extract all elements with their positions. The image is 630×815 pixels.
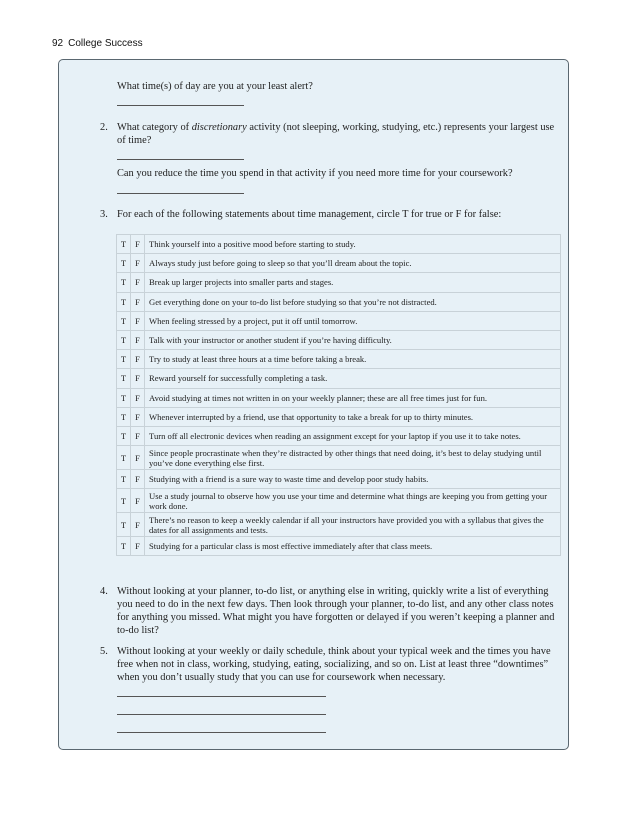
false-option[interactable]: F	[131, 369, 145, 388]
false-option[interactable]: F	[131, 292, 145, 311]
page-header	[52, 38, 143, 49]
q2-text-before: What category of	[117, 122, 192, 133]
true-false-table	[116, 234, 561, 556]
tf-row	[117, 470, 561, 489]
book-title: College Success	[68, 38, 143, 49]
tf-row	[117, 426, 561, 445]
false-option[interactable]: F	[131, 537, 145, 556]
true-option[interactable]: T	[117, 407, 131, 426]
statement-text: When feeling stressed by a project, put it off until tomorrow.	[145, 311, 561, 330]
q3-number: 3.	[100, 209, 108, 220]
tf-row	[117, 513, 561, 537]
false-option[interactable]: F	[131, 311, 145, 330]
tf-row	[117, 537, 561, 556]
q2-text-emphasis: discretionary	[191, 122, 247, 133]
false-option[interactable]: F	[131, 446, 145, 470]
statement-text: Whenever interrupted by a friend, use that opportunity to take a break for up to thirty minutes.	[145, 407, 561, 426]
statement-text: There’s no reason to keep a weekly calendar if all your instructors have provided you with a syllabus that gives the dates for all assignments and tests.	[145, 513, 561, 537]
statement-text: Avoid studying at times not written in on your weekly planner; these are all free times just for fun.	[145, 388, 561, 407]
true-option[interactable]: T	[117, 513, 131, 537]
false-option[interactable]: F	[131, 489, 145, 513]
true-option[interactable]: T	[117, 311, 131, 330]
true-option[interactable]: T	[117, 350, 131, 369]
tf-row	[117, 273, 561, 292]
tf-row	[117, 235, 561, 254]
statement-text: Use a study journal to observe how you use your time and determine what things are keeping you from getting your work done.	[145, 489, 561, 513]
statement-text: Get everything done on your to-do list before studying so that you’re not distracted.	[145, 292, 561, 311]
tf-row	[117, 254, 561, 273]
true-option[interactable]: T	[117, 426, 131, 445]
statement-text: Studying for a particular class is most effective immediately after that class meets.	[145, 537, 561, 556]
true-option[interactable]: T	[117, 537, 131, 556]
statement-text: Think yourself into a positive mood before starting to study.	[145, 235, 561, 254]
false-option[interactable]: F	[131, 470, 145, 489]
false-option[interactable]: F	[131, 330, 145, 349]
statement-text: Try to study at least three hours at a time before taking a break.	[145, 350, 561, 369]
tf-row	[117, 350, 561, 369]
answer-line[interactable]	[117, 696, 326, 697]
true-option[interactable]: T	[117, 446, 131, 470]
false-option[interactable]: F	[131, 273, 145, 292]
answer-line[interactable]	[117, 105, 244, 106]
statement-text: Turn off all electronic devices when reading an assignment except for your laptop if you use it to take notes.	[145, 426, 561, 445]
true-option[interactable]: T	[117, 489, 131, 513]
statement-text: Reward yourself for successfully completing a task.	[145, 369, 561, 388]
tf-row	[117, 407, 561, 426]
tf-row	[117, 311, 561, 330]
tf-row	[117, 369, 561, 388]
q2-number: 2.	[100, 122, 108, 133]
tf-row	[117, 489, 561, 513]
false-option[interactable]: F	[131, 407, 145, 426]
statement-text: Studying with a friend is a sure way to waste time and develop poor study habits.	[145, 470, 561, 489]
tf-row	[117, 388, 561, 407]
statement-text: Break up larger projects into smaller parts and stages.	[145, 273, 561, 292]
q5-prompt: Without looking at your weekly or daily schedule, think about your typical week and the times you have free when not in class, working, studying, eating, socializing, and so on. List at least three “downtimes” when you don’t usually study that you can use for coursework when necessary.	[117, 646, 551, 683]
statement-text: Talk with your instructor or another student if you’re having difficulty.	[145, 330, 561, 349]
true-option[interactable]: T	[117, 330, 131, 349]
true-option[interactable]: T	[117, 254, 131, 273]
q4-prompt: Without looking at your planner, to-do list, or anything else in writing, quickly write a list of everything you need to do in the next few days. Then look through your planner, to-do list, and any other class notes for anything you missed. What might you have forgotten or delayed if you weren’t keeping a planner and to-do list?	[117, 586, 555, 636]
q5-number: 5.	[100, 646, 108, 657]
false-option[interactable]: F	[131, 426, 145, 445]
true-option[interactable]: T	[117, 273, 131, 292]
statement-text: Always study just before going to sleep so that you’ll dream about the topic.	[145, 254, 561, 273]
q2-text-after: activity (not sleeping, working, studying, etc.) represents your largest use of time?	[117, 122, 555, 146]
q2-prompt	[117, 121, 560, 147]
true-option[interactable]: T	[117, 292, 131, 311]
q3-prompt: For each of the following statements about time management, circle T for true or F for false:	[117, 209, 502, 220]
page-number: 92	[52, 38, 64, 49]
tf-row	[117, 330, 561, 349]
answer-line[interactable]	[117, 193, 244, 194]
true-option[interactable]: T	[117, 235, 131, 254]
tf-row	[117, 446, 561, 470]
tf-row	[117, 292, 561, 311]
answer-line[interactable]	[117, 714, 326, 715]
false-option[interactable]: F	[131, 513, 145, 537]
q4-number: 4.	[100, 586, 108, 597]
true-option[interactable]: T	[117, 470, 131, 489]
true-option[interactable]: T	[117, 388, 131, 407]
statement-text: Since people procrastinate when they’re distracted by other things that need doing, it’s best to delay studying until you’ve done everything else first.	[145, 446, 561, 470]
true-option[interactable]: T	[117, 369, 131, 388]
answer-line[interactable]	[117, 159, 244, 160]
false-option[interactable]: F	[131, 254, 145, 273]
false-option[interactable]: F	[131, 235, 145, 254]
q2-followup: Can you reduce the time you spend in that activity if you need more time for your coursework?	[117, 168, 513, 179]
false-option[interactable]: F	[131, 350, 145, 369]
answer-line[interactable]	[117, 732, 326, 733]
q1-prompt: What time(s) of day are you at your least alert?	[117, 81, 313, 92]
false-option[interactable]: F	[131, 388, 145, 407]
